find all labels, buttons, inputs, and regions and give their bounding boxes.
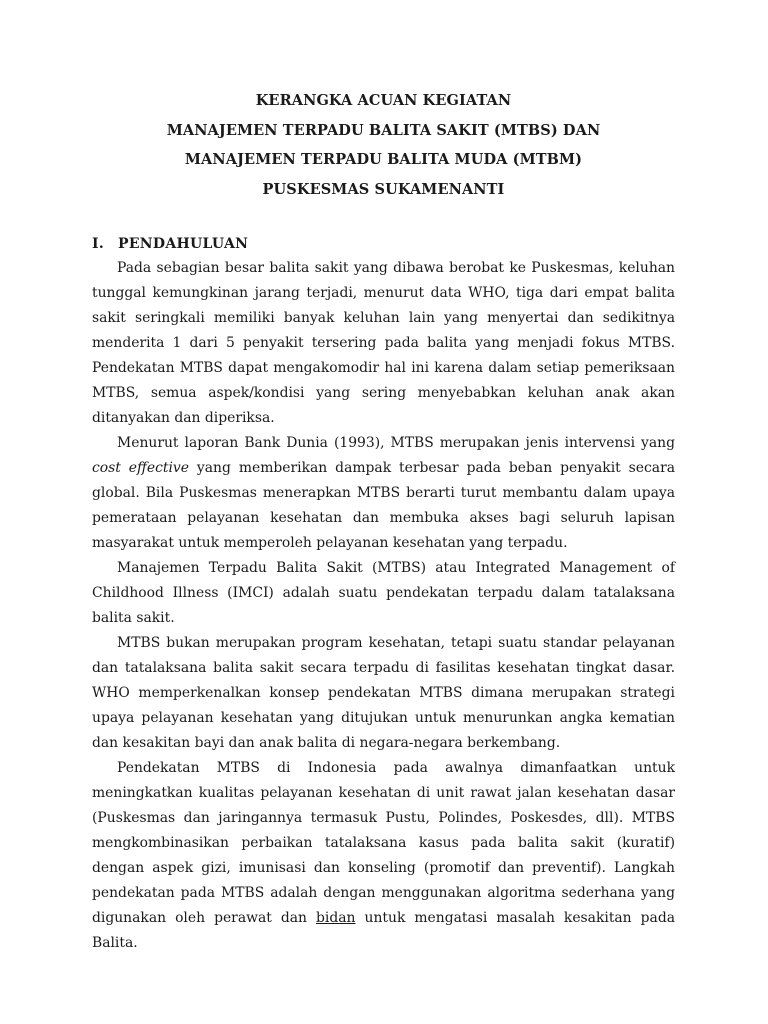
section-number: I. xyxy=(92,236,105,252)
paragraph-5 xyxy=(92,756,675,956)
title-line-2: MANAJEMEN TERPADU BALITA SAKIT (MTBS) DAN xyxy=(166,121,601,139)
title-line-1: KERANGKA ACUAN KEGIATAN xyxy=(255,92,512,109)
section-heading xyxy=(92,232,675,256)
paragraph-2 xyxy=(92,431,675,556)
paragraph-2-part-c: yang memberikan dampak terbesar pada beban penyakit secara global. Bila Puskesmas menerapkan MTBS berarti turut membantu dalam upaya pemerataan pelayanan kesehatan dan membuka akses bagi seluruh lapisan masyarakat untuk memperoleh pelayanan kesehatan yang terpadu. xyxy=(92,460,675,551)
document-title xyxy=(92,86,675,204)
title-line-4: PUSKESMAS SUKAMENANTI xyxy=(262,180,505,198)
paragraph-5-part-c: untuk mengatasi masalah kesakitan pada Balita. xyxy=(92,910,675,951)
paragraph-4: MTBS bukan merupakan program kesehatan, tetapi suatu standar pelayanan dan tatalaksana balita sakit secara terpadu di fasilitas kesehatan tingkat dasar. WHO memperkenalkan konsep pendekatan MTBS dimana merupakan strategi upaya pelayanan kesehatan yang ditujukan untuk menurunkan angka kematian dan kesakitan bayi dan anak balita di negara-negara berkembang. xyxy=(92,635,675,751)
paragraph-2-italic-term: cost effective xyxy=(92,460,189,476)
paragraph-5-part-a: Pendekatan MTBS di Indonesia pada awalnya dimanfaatkan untuk meningkatkan kualitas pelayanan kesehatan di unit rawat jalan kesehatan dasar (Puskesmas dan jaringannya termasuk Pustu, Polindes, Poskesdes, dll). MTBS mengkombinasikan perbaikan tatalaksana kasus pada balita sakit (kuratif) dengan aspek gizi, imunisasi dan konseling (promotif dan preventif). Langkah pendekatan pada MTBS adalah dengan menggunakan algoritma sederhana yang digunakan oleh perawat dan xyxy=(92,760,675,926)
paragraph-1: Pada sebagian besar balita sakit yang dibawa berobat ke Puskesmas, keluhan tunggal kemungkinan jarang terjadi, menurut data WHO, tiga dari empat balita sakit seringkali memiliki banyak keluhan lain yang menyertai dan sedikitnya menderita 1 dari 5 penyakit tersering pada balita yang menjadi fokus MTBS. Pendekatan MTBS dapat mengakomodir hal ini karena dalam setiap pemeriksaan MTBS, semua aspek/kondisi yang sering menyebabkan keluhan anak akan ditanyakan dan diperiksa. xyxy=(92,260,675,426)
paragraph-3: Manajemen Terpadu Balita Sakit (MTBS) atau Integrated Management of Childhood Illness (IMCI) adalah suatu pendekatan terpadu dalam tatalaksana balita sakit. xyxy=(92,560,675,626)
bidan-link[interactable]: bidan xyxy=(316,910,356,926)
title-line-3: MANAJEMEN TERPADU BALITA MUDA (MTBM) xyxy=(184,151,583,168)
section-title: PENDAHULUAN xyxy=(118,236,249,252)
paragraph-2-part-a: Menurut laporan Bank Dunia (1993), MTBS merupakan jenis intervensi yang xyxy=(117,435,675,451)
